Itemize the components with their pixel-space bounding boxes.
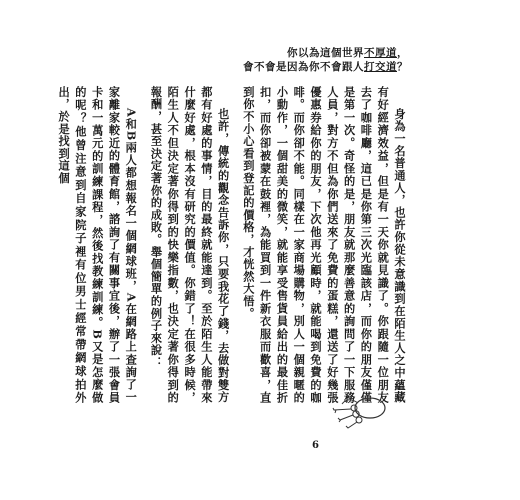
header-emphasis-2: 打交道 <box>364 61 397 73</box>
running-header <box>243 46 408 74</box>
header-emphasis-1: 不厚道 <box>364 47 397 59</box>
header-line-2: 會不會是因為你不會跟人打交道？ <box>243 61 408 73</box>
paragraph-1: 身為一名普通人，也許你從未意識到在陌生人之中蘊藏有好經濟效益，但是有一天你就見識了。你跟隨一位朋友去了咖啡廳，這已是你第三次光臨該店，而你的朋友僅僅是第一次。奇怪的是，朋友就那麼善意的詢問了一下服務人員，對方不但為你們送來了免費的蛋糕，還送了好幾張優惠券給你的朋友，下次他再光顧時，就能喝到免費的咖啡。而你卻不能。同樣在一家商場購物，別人一個親暱的小動作，一個甜美的微笑，就能享受售貨員給出的最佳折扣，而你卻被蒙在鼓裡，為能買到一件新衣服而歡喜，直到你不小心看到登記的價格，才恍然大悟。 <box>241 86 407 404</box>
paragraph-2: 也許，傳統的觀念告訴你，只要我花了錢，去做對雙方都有好處的事情，目的最終就能達到。至於陌生人能帶來什麼好處，根本沒有研究的價值。你錯了！在很多時候，陌生人不但決定著你得到的快樂指數，也決定著你得到的報酬，甚至決定著你的成敗。舉個簡單的例子來說： <box>149 86 231 404</box>
keys-illustration <box>318 378 392 432</box>
vertical-body-text <box>55 86 408 404</box>
paragraph-3: A和B兩人都想報名一個網球班，A在網路上查詢了一家離家較近的體育館，諮詢了有關事宜後，辦了一張會員卡和一萬元的訓練課程，然後找教練訓練。B又是怎麼做的呢？他曾注意到自家院子裡有位男士經常帶網球拍外出，於是找到這個 <box>57 86 139 404</box>
page-number: 6 <box>312 440 319 451</box>
header-line-1: 你以為這個世界不厚道， <box>287 47 408 59</box>
